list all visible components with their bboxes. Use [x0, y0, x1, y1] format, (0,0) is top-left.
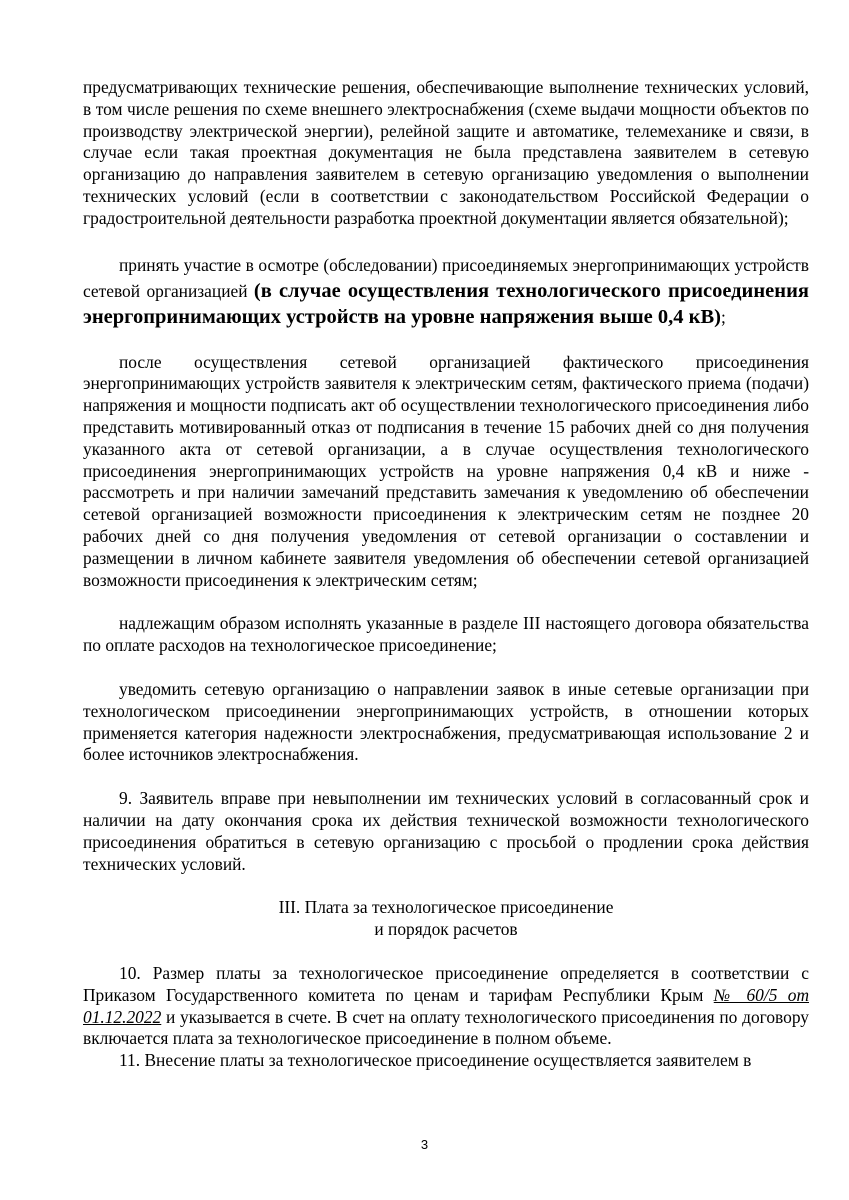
paragraph-act-signing: после осуществления сетевой организацией фактического присоединения энергопринимающих устройств заявителя к электрическим сетям, фактического приема (подачи) напряжения и мощности подписать акт об осуществлении технологического присоединения либо представить мотивированный отказ от подписания в течение 15 рабочих дней со дня получения указанного акта от сетевой организации, а в случае осуществления технологического присоединения энергопринимающих устройств на уровне напряжения 0,4 кВ и ниже - рассмотреть и при наличии замечаний представить замечания к уведомлению об обеспечении сетевой организацией возможности присоединения к электрическим сетям не позднее 20 рабочих дней со дня получения уведомления от сетевой организации о составлении и размещении в личном кабинете заявителя уведомления об обеспечении сетевой организацией возможности присоединения к электрическим сетям; — [83, 351, 809, 590]
paragraph-clause-9: 9. Заявитель вправе при невыполнении им технических условий в согласованный срок и наличии на дату окончания срока их действия технической возможности технологического присоединения обратиться в сетевую организацию с просьбой о продлении срока действия технических условий. — [83, 788, 809, 874]
document-body — [83, 77, 809, 1072]
section-heading — [83, 897, 809, 941]
clause-10-text: 10. Размер платы за технологическое присоединение определяется в соответствии с Приказом Государственного комитета по ценам и тарифам Республики Крым — [83, 962, 809, 1005]
paragraph-inspection-text: принять участие в осмотре (обследовании) присоединяемых энергопринимающих устройств сетевой организацией — [83, 254, 809, 301]
paragraph-notify-network: уведомить сетевую организацию о направлении заявок в иные сетевые организации при технологическом присоединении энергопринимающих устройств, в отношении которых применяется категория надежности электроснабжения, предусматривающая использование 2 и более источников электроснабжения. — [83, 678, 809, 765]
clause-10-end: и указывается в счете. В счет на оплату технологического присоединения по договору включается плата за технологическое присоединение в полном объеме. — [83, 1006, 809, 1049]
paragraph-clause-10 — [83, 963, 809, 1050]
paragraph-clause-11: 11. Внесение платы за технологическое присоединение осуществляется заявителем в — [119, 1050, 752, 1071]
page-number: 3 — [420, 1137, 429, 1152]
section-heading-line2: и порядок расчетов — [374, 919, 518, 940]
paragraph-inspection-condition: (в случае осуществления технологического присоединения энергопринимающих устройств на уровне напряжения выше 0,4 кВ) — [83, 279, 809, 328]
order-reference: № 60/5 от 01.12.2022 — [83, 984, 809, 1027]
paragraph-inspection-participation — [83, 252, 809, 330]
section-heading-line1: III. Плата за технологическое присоединение — [278, 897, 614, 918]
paragraph-inspection-end: ; — [720, 306, 726, 327]
paragraph-design-documentation: предусматривающих технические решения, обеспечивающие выполнение технических условий, в том числе решения по схеме внешнего электроснабжения (схеме выдачи мощности объектов по производству электрической энергии), релейной защите и автоматике, телемеханике и связи, в случае если такая проектная документация не была представлена заявителем в сетевую организацию до направления заявителем в сетевую организацию уведомления о выполнении технических условий (если в соответствии с законодательством Российской Федерации о градостроительной деятельности разработка проектной документации является обязательной); — [83, 77, 809, 228]
paragraph-payment-obligations: надлежащим образом исполнять указанные в разделе III настоящего договора обязательства по оплате расходов на технологическое присоединение; — [83, 613, 809, 656]
